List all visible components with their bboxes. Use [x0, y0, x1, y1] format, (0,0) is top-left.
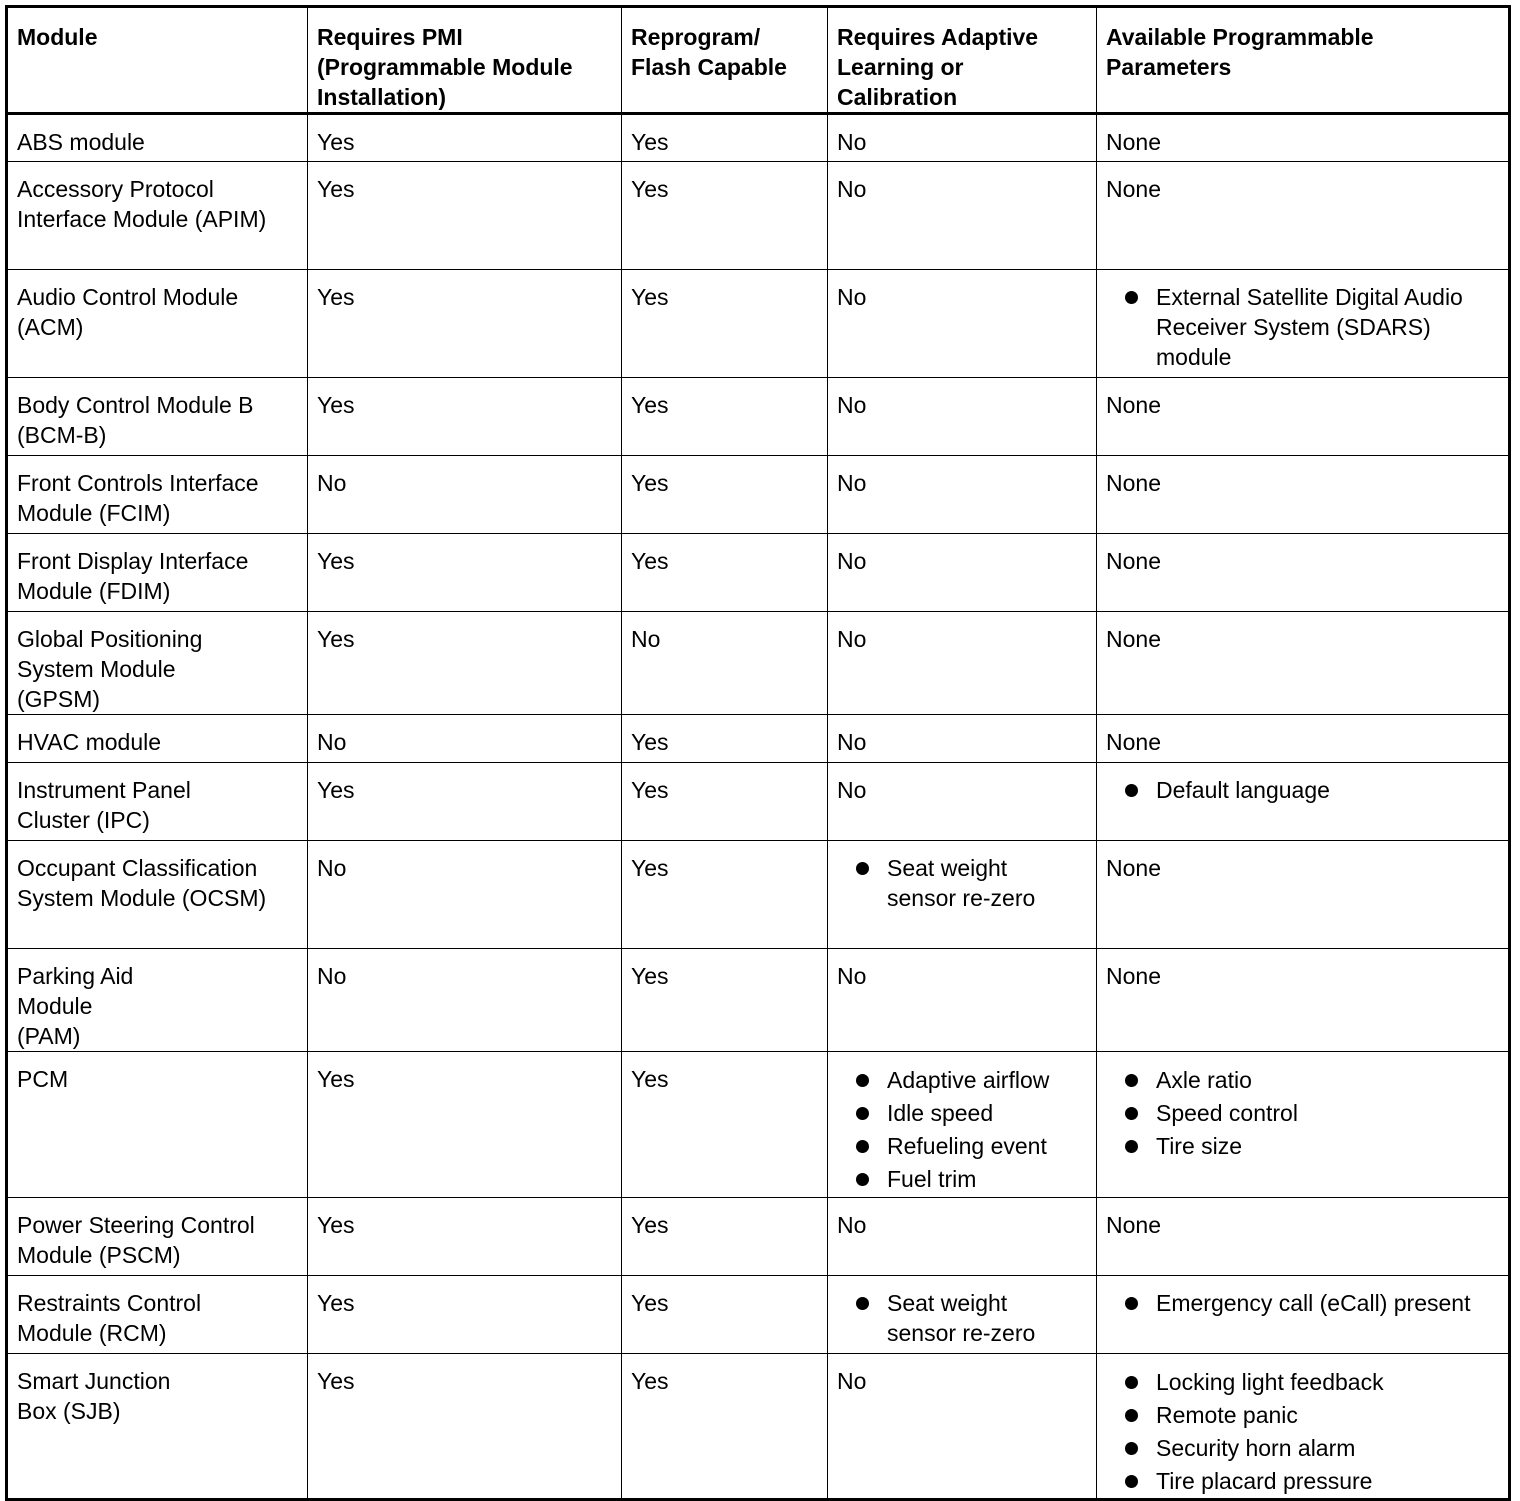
cell-flash-capable: [622, 162, 828, 270]
adaptive-value: No: [837, 129, 867, 155]
cell-requires-pmi: [308, 949, 622, 1052]
pmi-value: Yes: [317, 777, 355, 803]
flash-value: Yes: [631, 1066, 669, 1092]
cell-adaptive-learning: [828, 763, 1097, 841]
adaptive-value: No: [837, 1212, 867, 1238]
table-row: [7, 534, 1510, 612]
cell-module: [7, 1198, 308, 1276]
cell-module: [7, 456, 308, 534]
pmi-value: Yes: [317, 176, 355, 202]
flash-value: No: [631, 626, 661, 652]
cell-adaptive-learning: [828, 949, 1097, 1052]
cell-programmable-parameters: [1097, 270, 1510, 378]
cell-requires-pmi: [308, 1276, 622, 1354]
cell-requires-pmi: [308, 534, 622, 612]
pmi-value: Yes: [317, 1212, 355, 1238]
flash-value: Yes: [631, 1290, 669, 1316]
cell-flash-capable: [622, 612, 828, 715]
cell-adaptive-learning: [828, 456, 1097, 534]
list-item: Remote panic: [1106, 1399, 1504, 1432]
flash-value: Yes: [631, 1368, 669, 1394]
pmi-value: No: [317, 729, 347, 755]
cell-module: [7, 715, 308, 763]
cell-module: [7, 949, 308, 1052]
cell-adaptive-learning: [828, 534, 1097, 612]
header-reprogram-flash: [622, 7, 828, 114]
adaptive-value: No: [837, 392, 867, 418]
cell-requires-pmi: [308, 456, 622, 534]
cell-flash-capable: [622, 1198, 828, 1276]
cell-programmable-parameters: [1097, 949, 1510, 1052]
cell-module: [7, 1354, 308, 1500]
list-item: Tire size: [1106, 1130, 1504, 1163]
adaptive-value: No: [837, 176, 867, 202]
table-body: [7, 114, 1510, 1500]
header-programmable-parameters: [1097, 7, 1510, 114]
list-item: Security horn alarm: [1106, 1432, 1504, 1465]
pmi-value: Yes: [317, 392, 355, 418]
cell-adaptive-learning: [828, 715, 1097, 763]
list-item: Axle ratio: [1106, 1064, 1504, 1097]
module-name: Power Steering Control Module (PSCM): [17, 1212, 255, 1268]
list-item: Emergency call (eCall) present: [1106, 1288, 1504, 1318]
list-item: External Satellite Digital Audio Receiver System (SDARS) module: [1106, 282, 1504, 372]
pmi-value: No: [317, 855, 347, 881]
params-list: [1106, 775, 1504, 805]
module-name: Smart Junction Box (SJB): [17, 1368, 171, 1424]
module-name: Occupant Classification System Module (OCSM): [17, 855, 267, 911]
header-adaptive-text: Requires Adaptive Learning or Calibration: [837, 24, 1039, 110]
cell-programmable-parameters: [1097, 841, 1510, 949]
cell-flash-capable: [622, 1052, 828, 1198]
module-name: ABS module: [17, 129, 145, 155]
cell-requires-pmi: [308, 715, 622, 763]
params-list: [1106, 1288, 1504, 1318]
params-value: None: [1106, 729, 1161, 755]
cell-requires-pmi: [308, 612, 622, 715]
cell-module: [7, 841, 308, 949]
cell-module: [7, 763, 308, 841]
module-name: Front Display Interface Module (FDIM): [17, 548, 249, 604]
cell-flash-capable: [622, 841, 828, 949]
cell-requires-pmi: [308, 763, 622, 841]
params-value: None: [1106, 548, 1161, 574]
cell-programmable-parameters: [1097, 1276, 1510, 1354]
cell-requires-pmi: [308, 1052, 622, 1198]
header-flash-text: Reprogram/ Flash Capable: [631, 24, 787, 80]
cell-adaptive-learning: [828, 1052, 1097, 1198]
params-list: [1106, 282, 1504, 372]
pmi-value: Yes: [317, 626, 355, 652]
cell-adaptive-learning: [828, 1276, 1097, 1354]
cell-adaptive-learning: [828, 378, 1097, 456]
adaptive-value: No: [837, 1368, 867, 1394]
module-name: Global Positioning System Module (GPSM): [17, 626, 203, 712]
cell-programmable-parameters: [1097, 1354, 1510, 1500]
pmi-value: Yes: [317, 129, 355, 155]
flash-value: Yes: [631, 855, 669, 881]
flash-value: Yes: [631, 963, 669, 989]
cell-programmable-parameters: [1097, 715, 1510, 763]
cell-requires-pmi: [308, 162, 622, 270]
params-list: [1106, 1064, 1504, 1163]
table-row: [7, 715, 1510, 763]
table-row: [7, 1276, 1510, 1354]
cell-flash-capable: [622, 715, 828, 763]
cell-programmable-parameters: [1097, 612, 1510, 715]
table-row: [7, 1052, 1510, 1198]
cell-flash-capable: [622, 763, 828, 841]
cell-module: [7, 534, 308, 612]
pmi-value: Yes: [317, 1368, 355, 1394]
table-row: [7, 1354, 1510, 1500]
cell-module: [7, 270, 308, 378]
module-name: Parking Aid Module (PAM): [17, 963, 134, 1049]
flash-value: Yes: [631, 470, 669, 496]
params-list: [1106, 1366, 1504, 1498]
table-row: [7, 162, 1510, 270]
cell-adaptive-learning: [828, 114, 1097, 162]
cell-flash-capable: [622, 949, 828, 1052]
module-name: Audio Control Module (ACM): [17, 284, 239, 340]
cell-programmable-parameters: [1097, 378, 1510, 456]
list-item: Tire placard pressure: [1106, 1465, 1504, 1498]
cell-module: [7, 1052, 308, 1198]
flash-value: Yes: [631, 284, 669, 310]
adaptive-value: No: [837, 548, 867, 574]
cell-programmable-parameters: [1097, 763, 1510, 841]
pmi-value: Yes: [317, 284, 355, 310]
header-requires-pmi: [308, 7, 622, 114]
module-programming-table: [5, 5, 1511, 1501]
module-name: HVAC module: [17, 729, 162, 755]
table-row: [7, 270, 1510, 378]
list-item: Idle speed: [837, 1097, 1092, 1130]
header-pmi-text: Requires PMI (Programmable Module Installation): [317, 24, 573, 110]
list-item: Fuel trim: [837, 1163, 1092, 1196]
cell-programmable-parameters: [1097, 1052, 1510, 1198]
module-name: Front Controls Interface Module (FCIM): [17, 470, 259, 526]
adaptive-value: No: [837, 729, 867, 755]
params-value: None: [1106, 963, 1161, 989]
table-row: [7, 841, 1510, 949]
pmi-value: Yes: [317, 1066, 355, 1092]
table-row: [7, 763, 1510, 841]
params-value: None: [1106, 176, 1161, 202]
cell-module: [7, 114, 308, 162]
cell-adaptive-learning: [828, 612, 1097, 715]
adaptive-list: [837, 1288, 1067, 1348]
list-item: Refueling event: [837, 1130, 1092, 1163]
params-value: None: [1106, 129, 1161, 155]
cell-adaptive-learning: [828, 1354, 1097, 1500]
cell-programmable-parameters: [1097, 456, 1510, 534]
table-row: [7, 114, 1510, 162]
module-name: PCM: [17, 1066, 69, 1092]
cell-flash-capable: [622, 114, 828, 162]
table-row: [7, 1198, 1510, 1276]
cell-flash-capable: [622, 456, 828, 534]
module-name: Accessory Protocol Interface Module (APIM): [17, 176, 267, 232]
header-params-text: Available Programmable Parameters: [1106, 24, 1374, 80]
adaptive-value: No: [837, 284, 867, 310]
cell-module: [7, 612, 308, 715]
adaptive-list: [837, 853, 1067, 913]
adaptive-value: No: [837, 963, 867, 989]
adaptive-value: No: [837, 470, 867, 496]
list-item: Adaptive airflow: [837, 1064, 1092, 1097]
params-value: None: [1106, 392, 1161, 418]
cell-flash-capable: [622, 1354, 828, 1500]
adaptive-value: No: [837, 777, 867, 803]
list-item: Seat weight sensor re-zero: [837, 1288, 1067, 1348]
pmi-value: Yes: [317, 1290, 355, 1316]
module-name: Instrument Panel Cluster (IPC): [17, 777, 191, 833]
list-item: Seat weight sensor re-zero: [837, 853, 1067, 913]
table-row: [7, 949, 1510, 1052]
cell-adaptive-learning: [828, 841, 1097, 949]
header-row: [7, 7, 1510, 114]
cell-adaptive-learning: [828, 270, 1097, 378]
params-value: None: [1106, 855, 1161, 881]
table-row: [7, 378, 1510, 456]
cell-flash-capable: [622, 1276, 828, 1354]
cell-module: [7, 378, 308, 456]
module-name: Restraints Control Module (RCM): [17, 1290, 202, 1346]
flash-value: Yes: [631, 1212, 669, 1238]
cell-adaptive-learning: [828, 162, 1097, 270]
cell-requires-pmi: [308, 1198, 622, 1276]
params-value: None: [1106, 1212, 1161, 1238]
cell-module: [7, 1276, 308, 1354]
header-adaptive-learning: [828, 7, 1097, 114]
cell-programmable-parameters: [1097, 114, 1510, 162]
cell-flash-capable: [622, 270, 828, 378]
adaptive-value: No: [837, 626, 867, 652]
table-row: [7, 456, 1510, 534]
cell-module: [7, 162, 308, 270]
cell-requires-pmi: [308, 1354, 622, 1500]
pmi-value: Yes: [317, 548, 355, 574]
cell-requires-pmi: [308, 378, 622, 456]
list-item: Default language: [1106, 775, 1504, 805]
adaptive-list: [837, 1064, 1092, 1196]
list-item: Locking light feedback: [1106, 1366, 1504, 1399]
cell-requires-pmi: [308, 841, 622, 949]
flash-value: Yes: [631, 548, 669, 574]
cell-adaptive-learning: [828, 1198, 1097, 1276]
params-value: None: [1106, 626, 1161, 652]
pmi-value: No: [317, 470, 347, 496]
pmi-value: No: [317, 963, 347, 989]
list-item: Speed control: [1106, 1097, 1504, 1130]
cell-programmable-parameters: [1097, 534, 1510, 612]
flash-value: Yes: [631, 777, 669, 803]
cell-requires-pmi: [308, 270, 622, 378]
params-value: None: [1106, 470, 1161, 496]
flash-value: Yes: [631, 176, 669, 202]
flash-value: Yes: [631, 392, 669, 418]
cell-programmable-parameters: [1097, 162, 1510, 270]
cell-requires-pmi: [308, 114, 622, 162]
header-module: Module: [7, 7, 308, 114]
table-row: [7, 612, 1510, 715]
module-name: Body Control Module B (BCM-B): [17, 392, 254, 448]
flash-value: Yes: [631, 129, 669, 155]
cell-flash-capable: [622, 378, 828, 456]
flash-value: Yes: [631, 729, 669, 755]
cell-programmable-parameters: [1097, 1198, 1510, 1276]
cell-flash-capable: [622, 534, 828, 612]
